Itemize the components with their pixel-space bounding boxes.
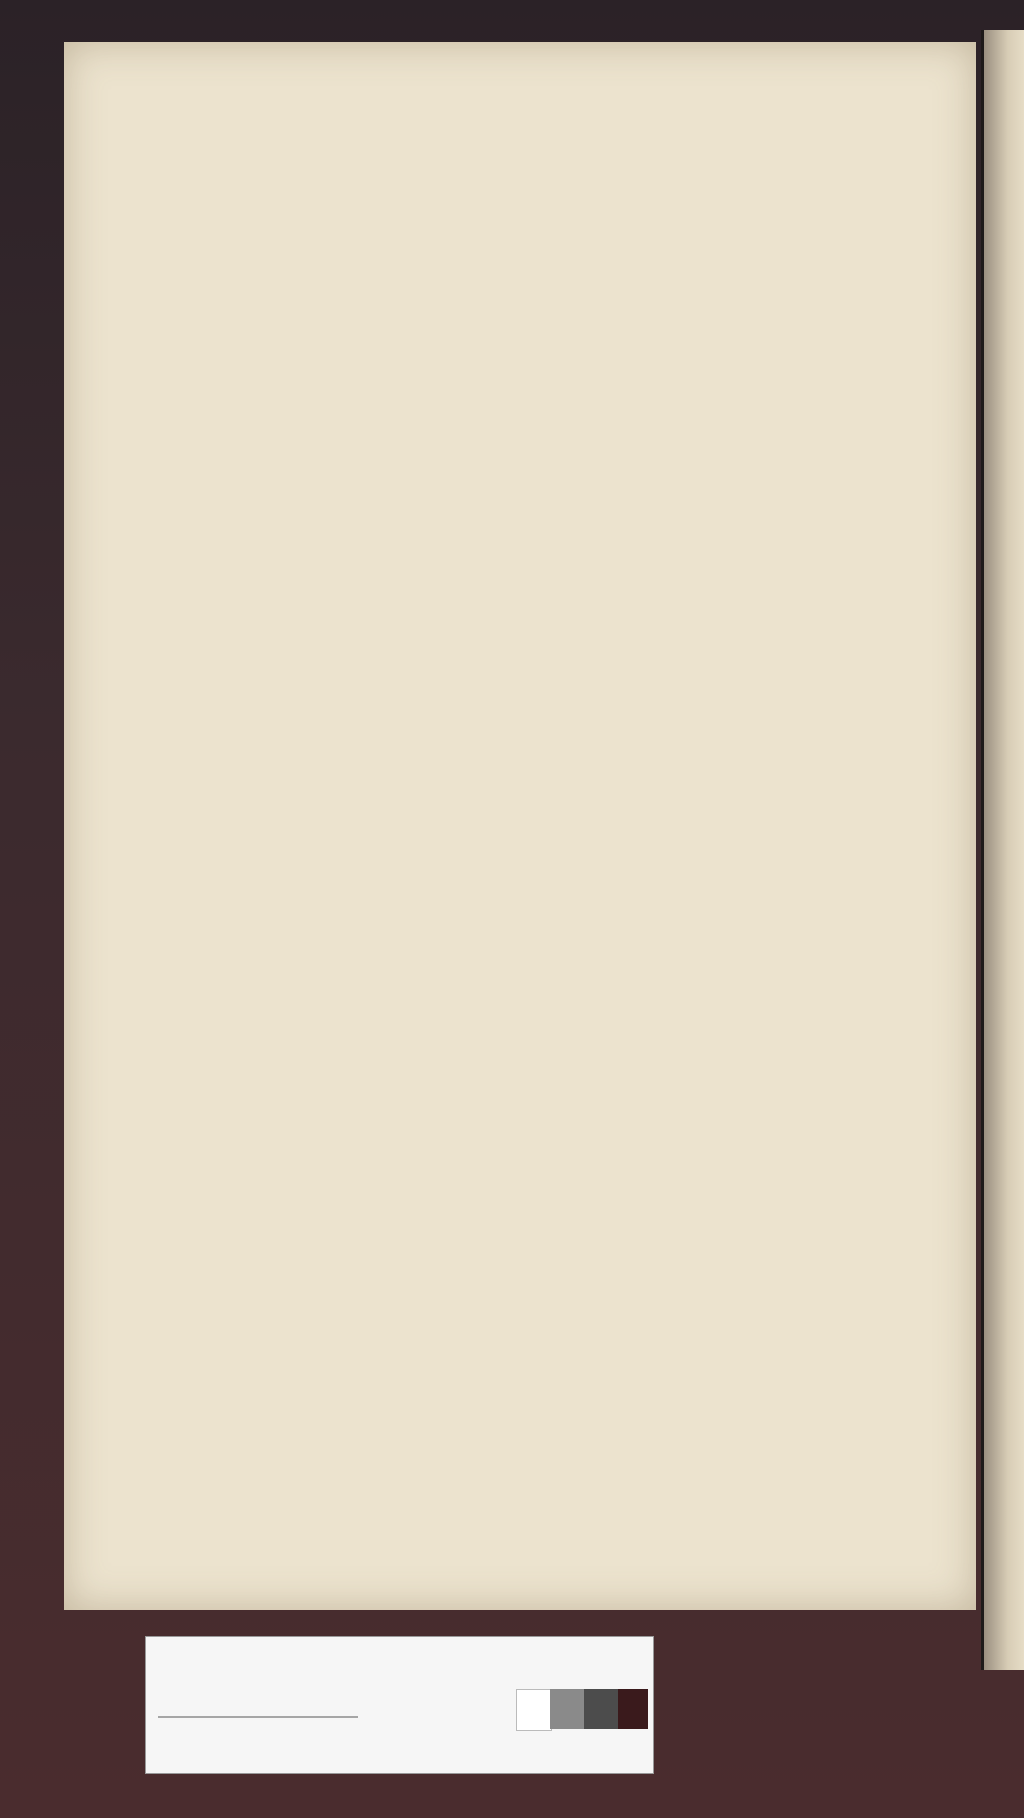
gray-patch-black	[618, 1689, 648, 1729]
book-page	[64, 42, 976, 1610]
archive-label	[145, 1636, 654, 1774]
facing-page-edge	[981, 30, 1024, 1670]
gray-patch-white	[516, 1689, 552, 1731]
gray-patch-mid	[550, 1689, 584, 1729]
gray-patch-dark	[584, 1689, 618, 1729]
ruler	[158, 1689, 358, 1715]
left-column	[257, 160, 597, 176]
ruler-ticks	[158, 1689, 358, 1719]
